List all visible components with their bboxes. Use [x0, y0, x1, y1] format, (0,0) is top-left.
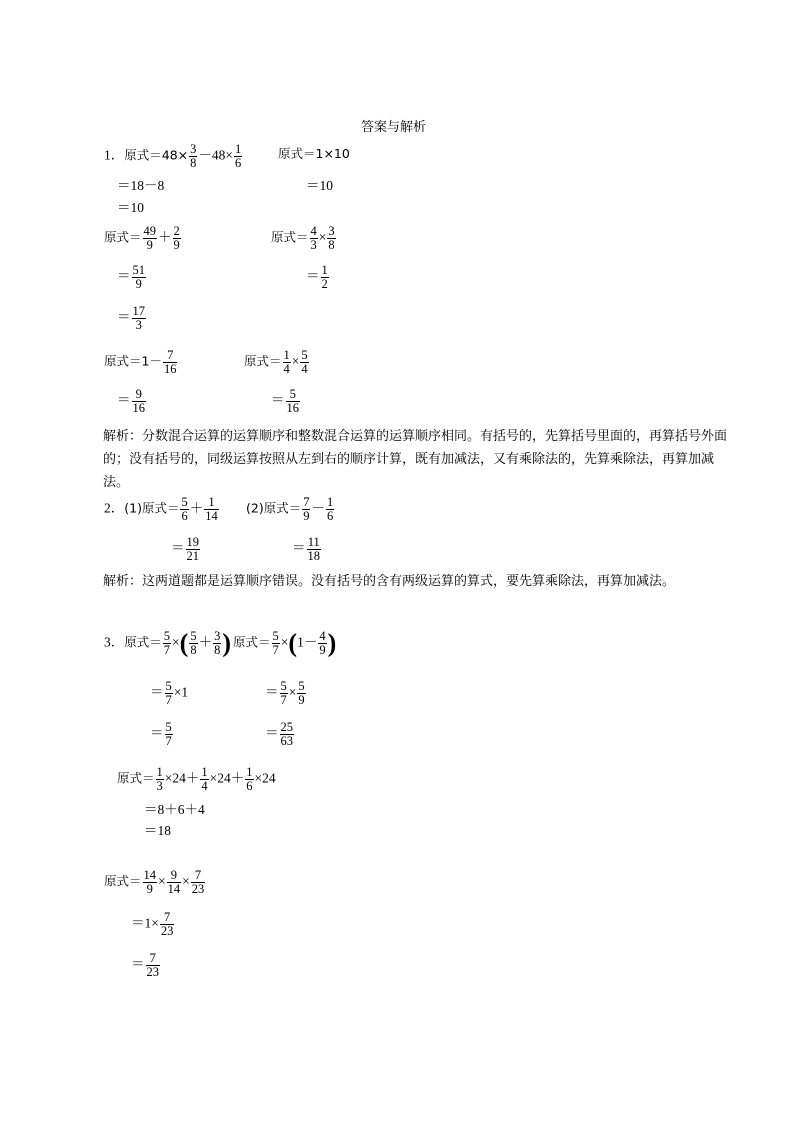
fraction: $\frac{1}{2}$ — [321, 263, 328, 291]
q3-b-line1: 原式＝ $\frac{5}{7}$ ×(1－ $\frac{4}{9}$ ) — [233, 628, 337, 658]
fraction: $\frac{7}{23}$ — [191, 868, 205, 896]
q1-a-line3: ＝10 — [117, 200, 144, 215]
q1-c-line2: ＝ $\frac{51}{9}$ — [117, 263, 145, 291]
fraction: $\frac{5}{8}$ — [190, 629, 197, 657]
q1-c-line3: ＝ $\frac{17}{3}$ — [117, 304, 145, 332]
fraction: $\frac{5}{4}$ — [301, 348, 308, 376]
fraction: $\frac{7}{16}$ — [163, 348, 177, 376]
q1-f-line2: ＝ $\frac{5}{16}$ — [271, 387, 299, 415]
fraction: $\frac{17}{3}$ — [132, 304, 145, 332]
fraction: $\frac{5}{7}$ — [163, 629, 171, 657]
q3-a-line3: ＝ $\frac{5}{7}$ — [150, 720, 172, 748]
q1-a-line1 — [104, 143, 243, 170]
fraction: $\frac{25}{63}$ — [280, 720, 293, 748]
page-title: 答案与解析 — [361, 120, 427, 135]
right-paren: ) — [222, 628, 231, 658]
q3-d-line1: 原式＝ $\frac{14}{9}$ × $\frac{9}{14}$ × $\frac{7}{23}$ — [104, 868, 205, 896]
fraction: $\frac{1}{6}$ — [235, 142, 242, 170]
q1-c-line1: 原式＝ $\frac{49}{9}$ ＋ $\frac{2}{9}$ — [104, 224, 180, 252]
fraction: $\frac{7}{23}$ — [146, 951, 159, 979]
q2-b-line1: (2)原式＝ $\frac{7}{9}$ － $\frac{1}{6}$ — [246, 495, 334, 523]
fraction: $\frac{4}{3}$ — [310, 224, 317, 252]
fraction: $\frac{1}{3}$ — [156, 765, 163, 793]
fraction: $\frac{14}{9}$ — [143, 868, 157, 896]
fraction: $\frac{5}{7}$ — [272, 629, 279, 657]
left-paren: ( — [288, 628, 298, 658]
q3-a-line2: ＝ $\frac{5}{7}$ ×1 — [150, 679, 189, 707]
fraction: $\frac{5}{7}$ — [165, 720, 172, 748]
fraction: $\frac{1}{14}$ — [205, 495, 218, 523]
q1-analysis: 解析：分数混合运算的运算顺序和整数混合运算的运算顺序相同。有括号的，先算括号里面的，再算括号外面的；没有括号的，同级运算按照从左到右的顺序计算，既有加减法，又有乘除法的，先算乘除法，再算加减法。 — [103, 429, 728, 490]
q2-analysis: 解析：这两道题都是运算顺序错误。没有括号的含有两级运算的算式，要先算乘除法，再算加减法。 — [103, 574, 676, 589]
q2-a-line2: ＝ $\frac{19}{21}$ — [171, 535, 199, 563]
fraction: $\frac{3}{8}$ — [190, 142, 197, 170]
question-number: 1． — [104, 147, 125, 163]
fraction: $\frac{5}{6}$ — [181, 495, 188, 523]
q3-b-line2: ＝ $\frac{5}{7}$ × $\frac{5}{9}$ — [265, 679, 305, 707]
fraction: $\frac{7}{23}$ — [160, 910, 174, 938]
fraction: $\frac{5}{7}$ — [165, 679, 172, 707]
q1-f-line1: 原式＝ $\frac{1}{4}$ × $\frac{5}{4}$ — [244, 348, 308, 376]
q1-e-line1: 原式＝1－ $\frac{7}{16}$ — [104, 348, 177, 376]
fraction: $\frac{5}{7}$ — [280, 679, 287, 707]
fraction: $\frac{9}{14}$ — [167, 868, 181, 896]
fraction: $\frac{1}{4}$ — [283, 348, 290, 376]
expr-text: －48× — [198, 147, 234, 163]
q2-b-line2: ＝ $\frac{11}{18}$ — [292, 535, 320, 563]
fraction: $\frac{1}{4}$ — [201, 765, 208, 793]
left-paren: ( — [179, 628, 189, 658]
fraction: $\frac{5}{9}$ — [298, 679, 305, 707]
q3-a-line1: 3．原式＝ $\frac{5}{7}$ ×( $\frac{5}{8}$ ＋ $\frac{3}{8}$ ) — [104, 628, 231, 658]
fraction: $\frac{3}{8}$ — [214, 629, 221, 657]
fraction: $\frac{19}{21}$ — [186, 535, 199, 563]
q3-d-line3: ＝ $\frac{7}{23}$ — [131, 951, 159, 979]
q1-d-line2: ＝ $\frac{1}{2}$ — [306, 263, 328, 291]
fraction: $\frac{1}{6}$ — [326, 495, 334, 523]
q3-c-line1: 原式＝ $\frac{1}{3}$ ×24＋ $\frac{1}{4}$ ×24＋ $\frac{1}{6}$ ×24 — [117, 765, 276, 793]
fraction: $\frac{9}{16}$ — [132, 387, 145, 415]
q3-c-line3: ＝18 — [144, 823, 171, 838]
q3-c-line2: ＝8＋6＋4 — [144, 802, 205, 817]
fraction: $\frac{49}{9}$ — [143, 224, 157, 252]
fraction: $\frac{5}{16}$ — [286, 387, 299, 415]
fraction: $\frac{4}{9}$ — [319, 629, 326, 657]
q1-e-line2: ＝ $\frac{9}{16}$ — [117, 387, 145, 415]
q1-b-line2: ＝10 — [306, 178, 333, 193]
q3-b-line3: ＝ $\frac{25}{63}$ — [265, 720, 293, 748]
fraction: $\frac{7}{9}$ — [303, 495, 310, 523]
q1-b-line1: 原式＝1×10 — [278, 146, 350, 161]
q2-a-line1: 2．(1)原式＝ $\frac{5}{6}$ ＋ $\frac{1}{14}$ — [104, 495, 218, 523]
q1-d-line1: 原式＝ $\frac{4}{3}$ × $\frac{3}{8}$ — [271, 224, 335, 252]
q1-a-line2: ＝18－8 — [117, 178, 165, 193]
fraction: $\frac{1}{6}$ — [246, 765, 253, 793]
fraction: $\frac{2}{9}$ — [173, 224, 180, 252]
q3-d-line2: ＝1× $\frac{7}{23}$ — [131, 910, 174, 938]
right-paren: ) — [327, 628, 337, 658]
fraction: $\frac{11}{18}$ — [307, 535, 320, 563]
fraction: $\frac{51}{9}$ — [132, 263, 145, 291]
expr-text: 原式＝48× — [124, 147, 189, 163]
fraction: $\frac{3}{8}$ — [328, 224, 335, 252]
